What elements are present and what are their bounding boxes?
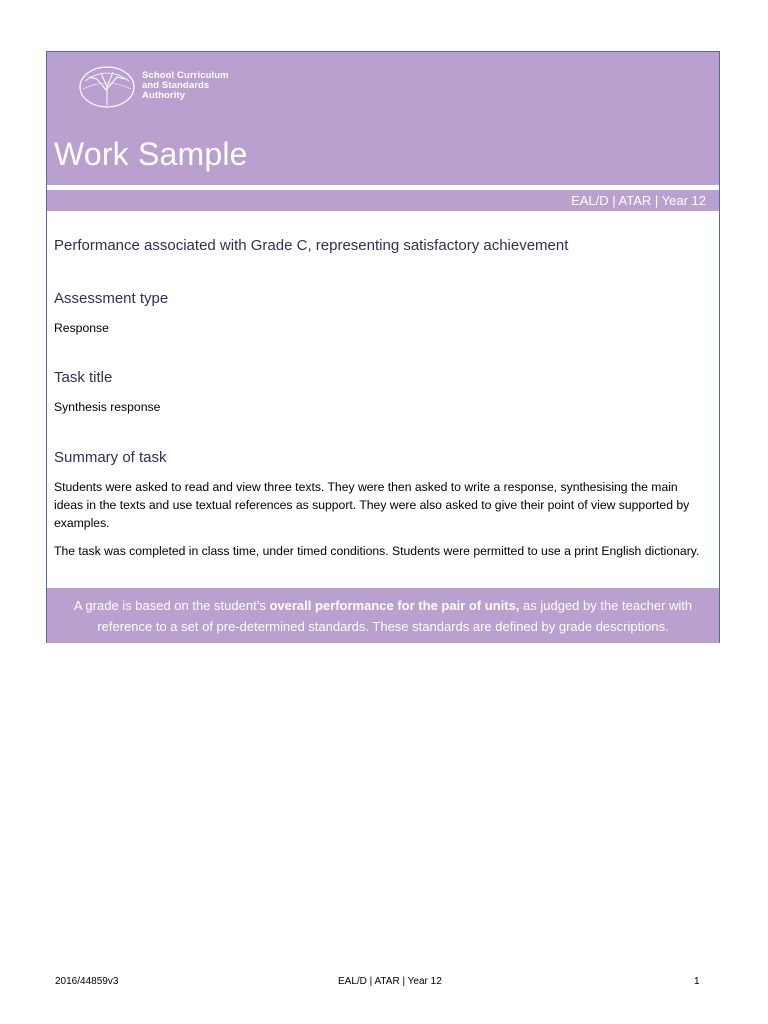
logo-line-3: Authority — [142, 90, 186, 101]
header-band — [47, 52, 719, 185]
tree-emblem-icon — [79, 65, 139, 111]
task-title-value: Synthesis response — [54, 400, 161, 414]
grade-note-before: A grade is based on the student’s — [73, 598, 270, 613]
assessment-type-value: Response — [54, 321, 109, 335]
summary-heading: Summary of task — [54, 449, 167, 466]
summary-paragraph-1: Students were asked to read and view three texts. They were then asked to write a response, synthesising the main ideas in the texts and use textual references as support. They were also asked to give their point of view supported by examples. — [54, 480, 690, 530]
course-bar — [47, 190, 719, 211]
grade-note-band — [47, 588, 719, 643]
footer-doc-id: 2016/44859v3 — [55, 976, 119, 987]
footer-course: EAL/D | ATAR | Year 12 — [338, 976, 442, 987]
task-title-heading: Task title — [54, 369, 113, 386]
work-sample-frame — [46, 51, 720, 643]
scsa-logo — [79, 65, 239, 111]
logo-line-1: School Curriculum — [142, 70, 229, 81]
footer-page-number: 1 — [694, 976, 700, 987]
course-label: EAL/D | ATAR | Year 12 — [571, 193, 706, 208]
grade-note — [47, 595, 719, 637]
grade-note-bold: overall performance for the pair of units, — [269, 598, 520, 613]
summary-paragraph-2: The task was completed in class time, under timed conditions. Students were permitted to use a print English dictionary. — [54, 544, 700, 558]
assessment-type-heading: Assessment type — [54, 290, 169, 307]
performance-statement: Performance associated with Grade C, representing satisfactory achievement — [54, 237, 569, 254]
logo-text — [142, 71, 229, 101]
page-title: Work Sample — [54, 136, 248, 172]
grade-note-after: as judged by the teacher with reference to a set of pre-determined standards. These standards are defined by grade descriptions. — [97, 598, 693, 634]
logo-line-2: and Standards — [142, 80, 210, 91]
